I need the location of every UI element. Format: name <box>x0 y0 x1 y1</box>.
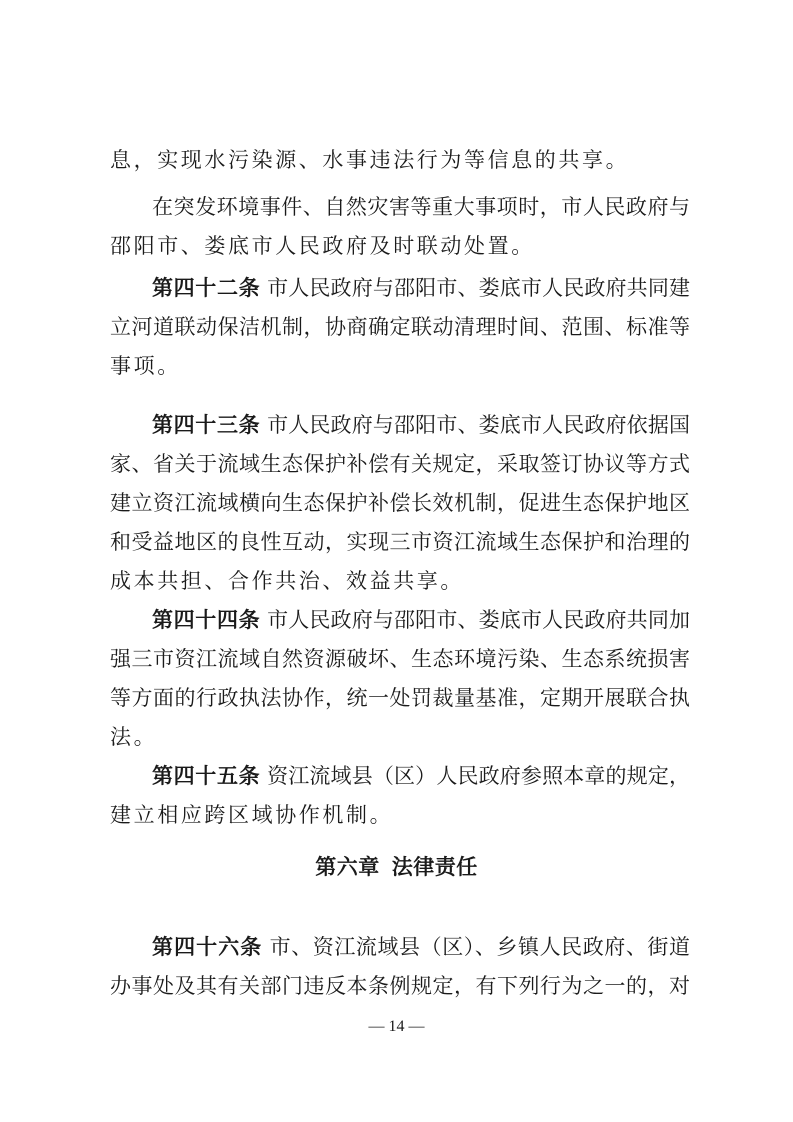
article-43-line <box>152 411 690 439</box>
article-text: 市、资江流域县（区）、乡镇人民政府、街道 <box>269 935 691 959</box>
text-line: 事项。 <box>110 354 181 378</box>
article-heading: 第四十二条 <box>152 276 261 300</box>
text-line: 家、省关于流域生态保护补偿有关规定，采取签订协议等方式 <box>110 452 690 476</box>
article-heading: 第四十五条 <box>152 764 261 788</box>
text-line: 办事处及其有关部门违反本条例规定，有下列行为之一的，对 <box>110 974 690 998</box>
article-heading: 第四十三条 <box>152 413 261 437</box>
article-45-line <box>152 762 690 790</box>
text-line: 法。 <box>110 725 158 749</box>
text-line: 成本共担、合作共治、效益共享。 <box>110 569 464 593</box>
text-line: 在突发环境事件、自然灾害等重大事项时，市人民政府与 <box>152 195 690 219</box>
chapter-title: 法律责任 <box>391 855 478 879</box>
article-42-line <box>152 274 690 302</box>
text-line: 息，实现水污染源、水事违法行为等信息的共享。 <box>110 148 630 172</box>
article-text: 市人民政府与邵阳市、娄底市人民政府依据国 <box>267 413 690 437</box>
text-line: 立河道联动保洁机制，协商确定联动清理时间、范围、标准等 <box>110 315 690 339</box>
text-line: 和受益地区的良性互动，实现三市资江流域生态保护和治理的 <box>110 530 690 554</box>
chapter-number: 第六章 <box>315 855 380 879</box>
text-line: 建立相应跨区域协作机制。 <box>110 803 394 827</box>
article-46-line <box>152 933 690 961</box>
text-line: 强三市资江流域自然资源破坏、生态环境污染、生态系统损害 <box>110 647 690 671</box>
text-line: 等方面的行政执法协作，统一处罚裁量基准，定期开展联合执 <box>110 686 690 710</box>
text-line: 建立资江流域横向生态保护补偿长效机制，促进生态保护地区 <box>110 491 690 515</box>
article-44-line <box>152 606 690 634</box>
page-number: — 14 — <box>368 1018 425 1035</box>
article-heading: 第四十四条 <box>152 608 261 632</box>
text-line: 邵阳市、娄底市人民政府及时联动处置。 <box>110 234 535 258</box>
chapter-heading <box>0 853 793 881</box>
article-text: 市人民政府与邵阳市、娄底市人民政府共同加 <box>267 608 690 632</box>
article-text: 资江流域县（区）人民政府参照本章的规定， <box>267 764 690 788</box>
article-text: 市人民政府与邵阳市、娄底市人民政府共同建 <box>267 276 690 300</box>
article-heading: 第四十六条 <box>152 935 263 959</box>
